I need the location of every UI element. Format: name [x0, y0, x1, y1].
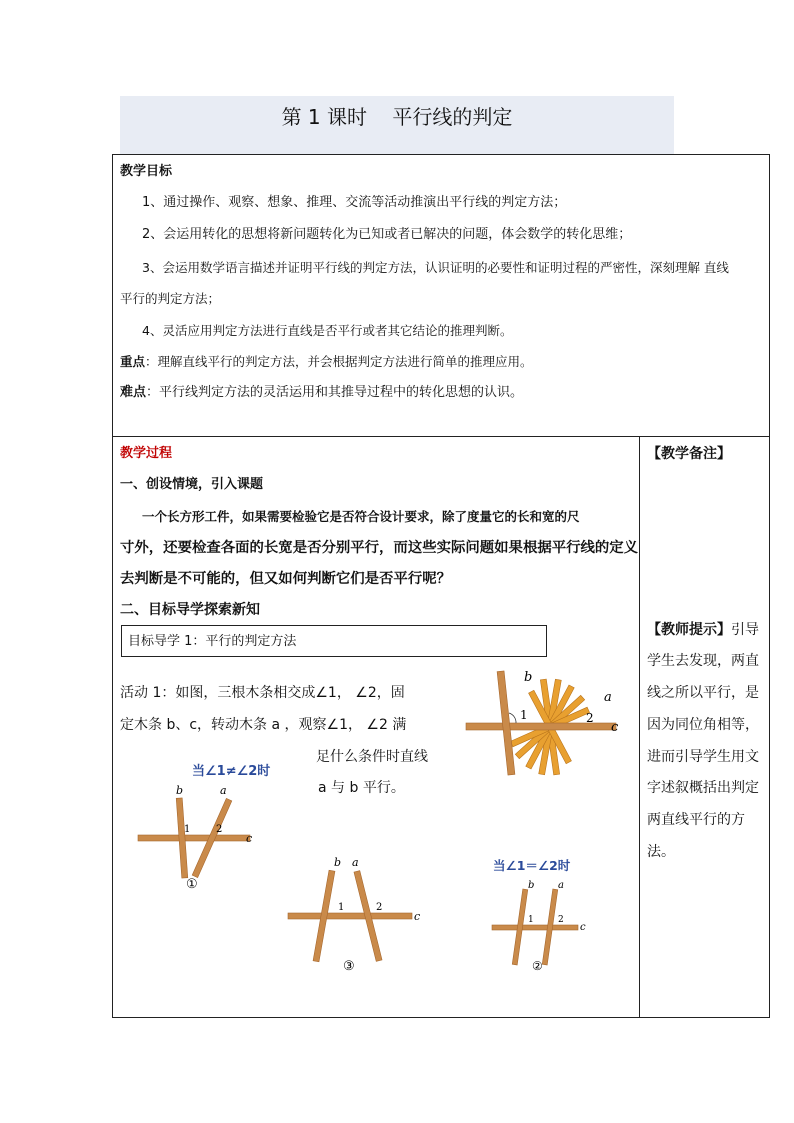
label-b: b: [524, 670, 533, 685]
caption-not-equal: 当∠1≠∠2时: [192, 764, 271, 779]
figure-1: [132, 780, 262, 890]
intro-paragraph-line: 寸外，还要检查各面的长宽是否分别平行，而这些实际问题如果根据平行线的定义: [120, 540, 639, 556]
label-2: 2: [558, 915, 564, 925]
key-point: [120, 353, 533, 371]
stick-c: [138, 835, 250, 841]
stick-c: [288, 913, 412, 919]
activity-line: 活动 1：如图，三根木条相交成∠1， ∠2，固: [120, 685, 405, 701]
goal-box-label: 目标导学 1：平行的判定方法: [128, 634, 297, 649]
difficulty: [120, 384, 523, 402]
label-1: 1: [520, 708, 528, 722]
teacher-tip-line: 字述叙概括出判定: [647, 780, 759, 796]
key-point-label: 重点: [120, 354, 146, 369]
intro-paragraph-line: 一个长方形工件，如果需要检验它是否符合设计要求，除了度量它的长和宽的尺: [142, 509, 580, 524]
activity-line: 足什么条件时直线: [316, 749, 428, 765]
activity-line: a 与 b 平行。: [318, 780, 405, 796]
label-a: a: [558, 880, 564, 891]
difficulty-label: 难点: [120, 385, 147, 400]
label-1: 1: [528, 915, 534, 925]
label-1: 1: [338, 902, 345, 913]
activity-line: 定木条 b、c，转动木条 a ，观察∠1， ∠2 满: [120, 717, 407, 733]
label-b: b: [176, 784, 184, 797]
notes-heading: 【教学备注】: [647, 446, 731, 462]
label-c: c: [246, 832, 253, 845]
objectives-heading: 教学目标: [120, 164, 173, 179]
teacher-tip: [647, 621, 759, 639]
intro-paragraph-line: 去判断是不可能的，但又如何判断它们是否平行呢？: [120, 571, 451, 587]
label-2: 2: [376, 902, 383, 913]
objective-item: 2、会运用转化的思想将新问题转化为已知或者已解决的问题，体会数学的转化思维；: [142, 227, 632, 242]
rotating-sticks-figure: [462, 665, 622, 780]
label-a: a: [352, 856, 359, 869]
objective-item: 1、通过操作、观察、想象、推理、交流等活动推演出平行线的判定方法；: [142, 195, 567, 210]
label-1: 1: [184, 824, 191, 835]
figure-number: ①: [186, 877, 198, 890]
figure-number: ③: [343, 959, 355, 974]
key-point-text: ：理解直线平行的判定方法，并会根据判定方法进行简单的推理应用。: [145, 354, 533, 369]
angle-arc-1: [509, 713, 516, 723]
figure-3: [286, 850, 426, 975]
teacher-tip-line: 线之所以平行，是: [647, 685, 759, 701]
label-a: a: [220, 784, 227, 797]
process-heading: 教学过程: [120, 446, 173, 461]
caption-equal: 当∠1＝∠2时: [493, 858, 571, 873]
teacher-tip-line: 因为同位角相等，: [647, 717, 759, 733]
label-c: c: [580, 922, 586, 933]
teacher-tip-line: 两直线平行的方: [647, 812, 745, 828]
label-b: b: [528, 880, 535, 891]
page-title: 第 1 课时 平行线的判定: [281, 105, 513, 129]
stick-c: [492, 925, 578, 930]
objective-item: 平行的判定方法；: [120, 291, 221, 306]
label-2: 2: [216, 824, 223, 835]
label-c: c: [611, 720, 619, 735]
teacher-tip-label: 【教师提示】: [647, 622, 731, 638]
label-b: b: [334, 856, 342, 869]
teacher-tip-line: 进而引导学生用文: [647, 749, 759, 765]
objective-item: 3、会运用数学语言描述并证明平行线的判定方法，认识证明的必要性和证明过程的严密性，深刻理解 直线: [142, 260, 729, 275]
figure-2: [488, 874, 588, 974]
section-title-2: 二、目标导学探索新知: [120, 602, 260, 618]
figure-number: ②: [532, 959, 543, 973]
column-divider: [639, 436, 640, 1018]
teacher-tip-line: 法。: [647, 844, 675, 860]
section-title-1: 一、创设情境，引入课题: [120, 477, 264, 492]
teacher-tip-line: 学生去发现，两直: [647, 653, 759, 669]
label-2: 2: [586, 711, 594, 725]
label-c: c: [414, 910, 421, 923]
label-a: a: [604, 690, 612, 705]
difficulty-text: ：平行线判定方法的灵活运用和其推导过程中的转化思想的认识。: [146, 385, 524, 400]
objective-item: 4、灵活应用判定方法进行直线是否平行或者其它结论的推理判断。: [142, 323, 513, 338]
teacher-tip-line: 引导: [731, 622, 759, 638]
